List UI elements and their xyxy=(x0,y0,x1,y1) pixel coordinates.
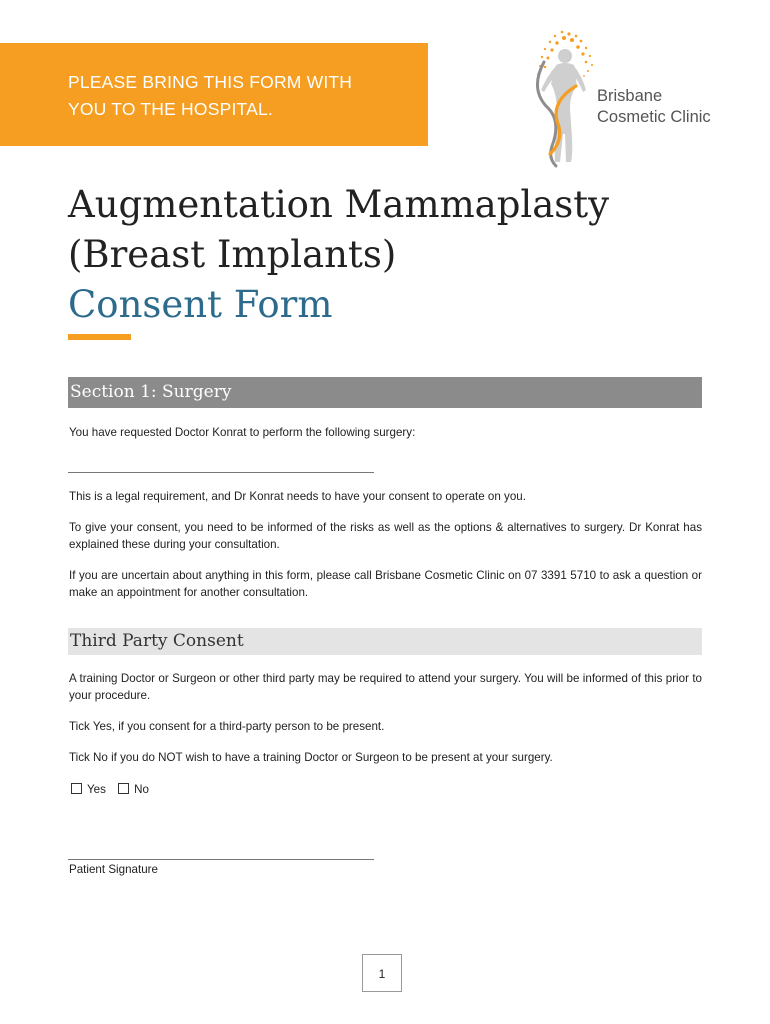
signature-field[interactable] xyxy=(68,859,374,860)
banner-line-2: YOU TO THE HOSPITAL. xyxy=(68,99,273,119)
surgery-intro-text: You have requested Doctor Konrat to perform the following surgery: xyxy=(69,426,416,439)
page-number: 1 xyxy=(362,954,402,992)
no-option[interactable] xyxy=(118,781,149,798)
figure-logo-icon xyxy=(526,28,598,170)
consent-info-text: To give your consent, you need to be informed of the risks as well as the options & alternatives to surgery. Dr Konrat has explained these during your consultation. xyxy=(69,521,702,551)
no-label: No xyxy=(134,783,149,796)
legal-requirement-text: This is a legal requirement, and Dr Konrat needs to have your consent to operate on you. xyxy=(69,490,526,503)
title-line-2: (Breast Implants) xyxy=(68,233,397,276)
clinic-logo xyxy=(526,28,726,170)
clinic-name-line-1: Brisbane xyxy=(597,87,663,105)
page-title xyxy=(68,180,609,330)
banner-line-1: PLEASE BRING THIS FORM WITH xyxy=(68,72,353,92)
tick-yes-instruction: Tick Yes, if you consent for a third-party person to be present. xyxy=(69,720,385,733)
contact-info-text: If you are uncertain about anything in this form, please call Brisbane Cosmetic Clinic on 07 3391 5710 to ask a question or make an appointment for another consultation. xyxy=(69,569,702,599)
title-underline xyxy=(68,334,131,340)
tick-no-instruction: Tick No if you do NOT wish to have a training Doctor or Surgeon to be present at your surgery. xyxy=(69,751,553,764)
no-checkbox[interactable] xyxy=(118,783,129,794)
consent-options xyxy=(71,781,158,798)
clinic-name-line-2: Cosmetic Clinic xyxy=(597,108,711,126)
title-line-1: Augmentation Mammaplasty xyxy=(68,183,610,226)
surgery-name-field[interactable] xyxy=(68,472,374,473)
third-party-info-text: A training Doctor or Surgeon or other third party may be required to attend your surgery. You will be informed of this prior to your procedure. xyxy=(69,672,702,702)
third-party-heading: Third Party Consent xyxy=(68,628,702,655)
section-1-heading: Section 1: Surgery xyxy=(68,377,702,408)
yes-checkbox[interactable] xyxy=(71,783,82,794)
title-line-3: Consent Form xyxy=(68,283,333,326)
clinic-name xyxy=(597,86,711,128)
banner-text xyxy=(68,69,416,123)
yes-label: Yes xyxy=(87,783,106,796)
instruction-banner xyxy=(0,43,428,146)
signature-label: Patient Signature xyxy=(69,863,158,876)
yes-option[interactable] xyxy=(71,781,106,798)
